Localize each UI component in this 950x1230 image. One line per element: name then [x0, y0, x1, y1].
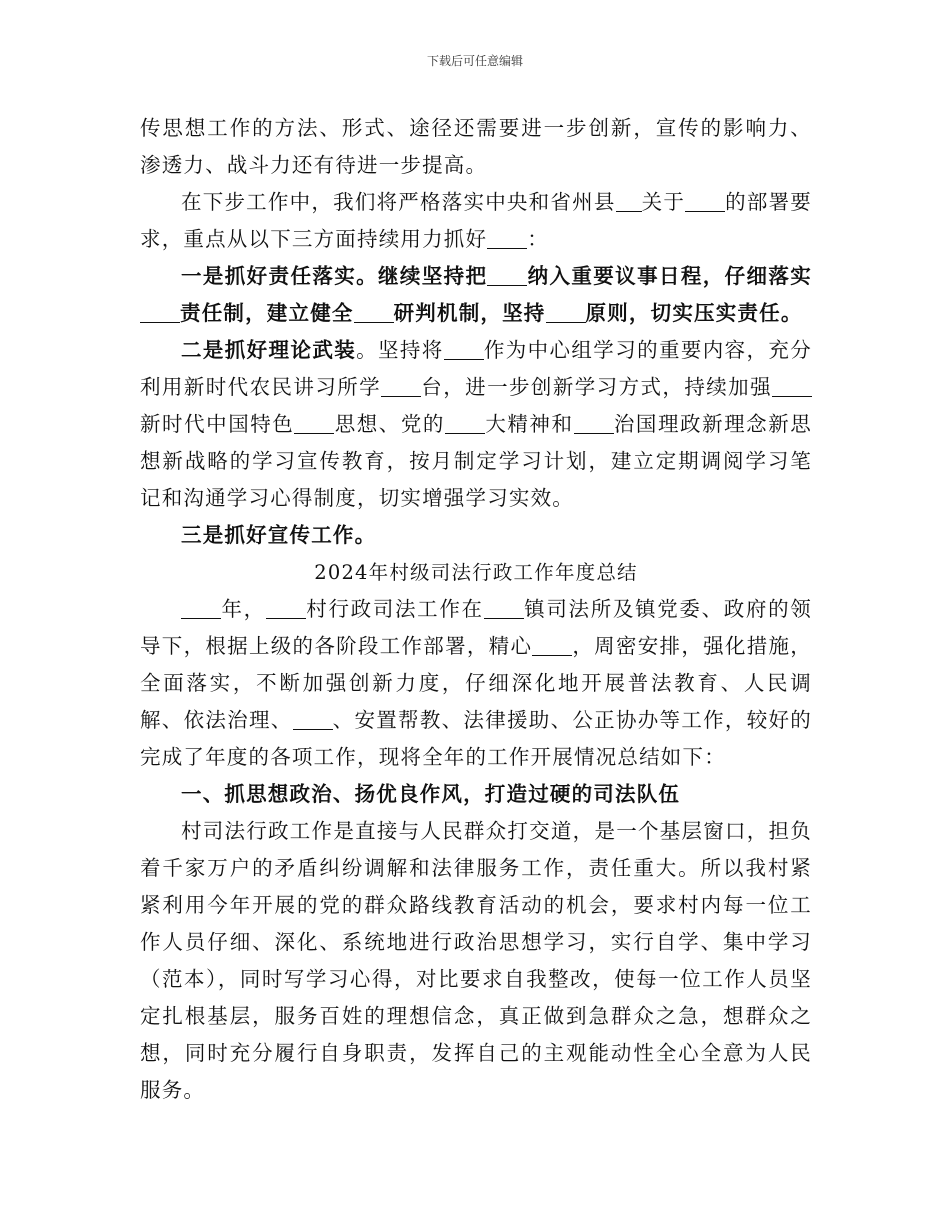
paragraph: 一是抓好责任落实。继续坚持把 纳入重要议事日程，仔细落实责任制，建立健全 研判机制，坚持 原则，切实压实责任。 [140, 258, 812, 332]
section-heading: 一、抓思想政治、扬优良作风，打造过硬的司法队伍 [181, 782, 681, 806]
document-title: 2024年村级司法行政工作年度总结 [314, 561, 638, 584]
paragraph: 年， 村行政司法工作在 镇司法所及镇党委、政府的领导下，根据上级的各阶段工作部署，精心 ，周密安排，强化措施，全面落实，不断加强创新力度，仔细深化地开展普法教育、人民调解、依法治理、 、安置帮教、法律援助、公正协办等工作，较好的完成了年度的各项工作，现将全年的工作开展情况总结如下： [140, 597, 813, 769]
document-body [140, 110, 812, 1109]
paragraph: 村司法行政工作是直接与人民群众打交道，是一个基层窗口，担负着千家万户的矛盾纠纷调解和法律服务工作，责任重大。所以我村紧紧利用今年开展的党的群众路线教育活动的机会，要求村内每一位工作人员仔细、深化、系统地进行政治思想学习，实行自学、集中学习（范本），同时写学习心得，对比要求自我整改，使每一位工作人员坚定扎根基层，服务百姓的理想信念，真正做到急群众之急，想群众之想，同时充分履行自身职责，发挥自己的主观能动性全心全意为人民服务。 [140, 819, 812, 1102]
paragraph: 传思想工作的方法、形式、途径还需要进一步创新，宣传的影响力、渗透力、战斗力还有待进一步提高。 [140, 116, 812, 177]
paragraph: 二是抓好理论武装。坚持将 作为中心组学习的重要内容，充分利用新时代农民讲习所学 台，进一步创新学习方式，持续加强新时代中国特色 思想、党的 大精神和 治国理政新理念新思想新战略的学习宣传教育，按月制定学习计划，建立定期调阅学习笔记和沟通学习心得制度，切实增强学习实效。 [140, 338, 812, 510]
paragraph: 三是抓好宣传工作。 [181, 523, 377, 547]
page-header: 下载后可任意编辑 [426, 54, 523, 68]
paragraph: 在下步工作中，我们将严格落实中央和省州县 关于 的部署要求，重点从以下三方面持续用力抓好 ： [140, 190, 812, 251]
